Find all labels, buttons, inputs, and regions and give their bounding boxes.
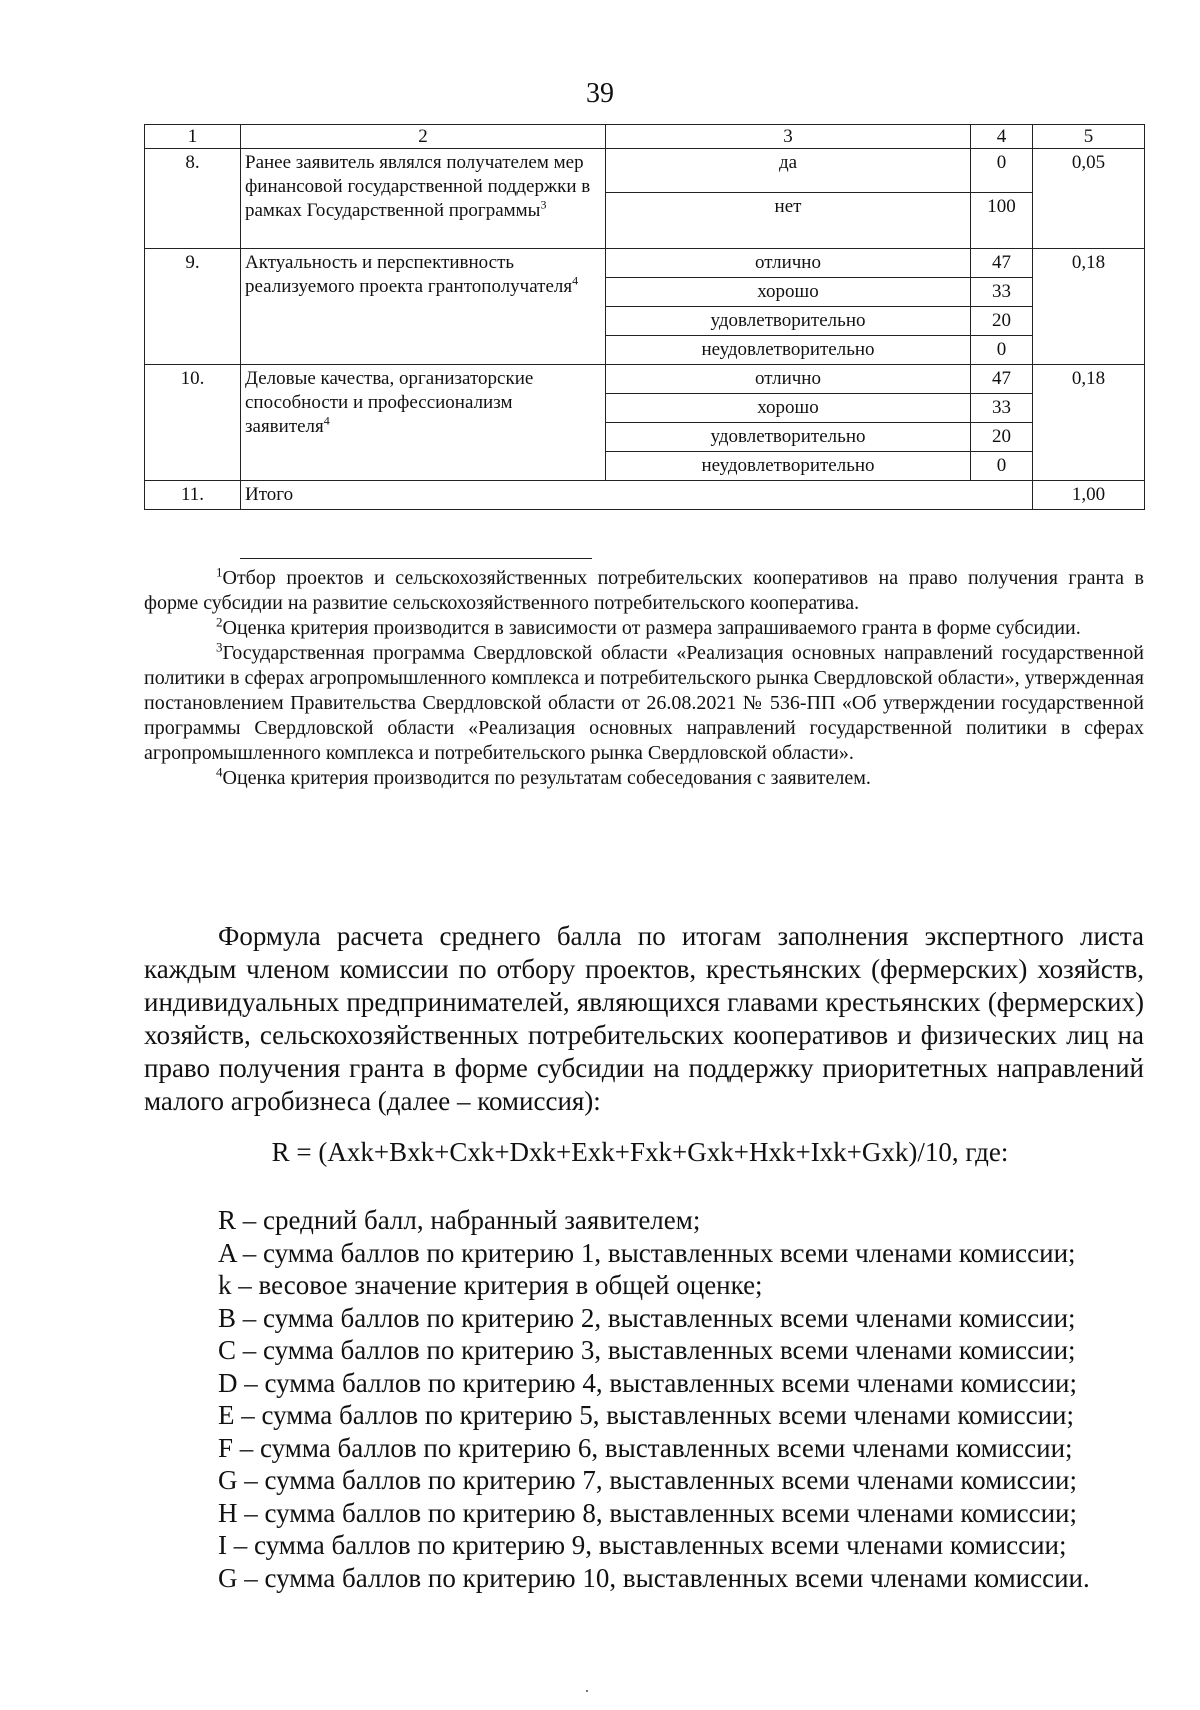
option-label: неудовлетворительно	[606, 452, 971, 481]
legend-item: R – средний балл, набранный заявителем;	[218, 1205, 701, 1235]
option-score: 0	[971, 336, 1033, 365]
footnote	[144, 566, 1144, 616]
footnote-mark: 2	[216, 614, 223, 630]
header-cell: 5	[1033, 125, 1145, 149]
option-score: 0	[971, 452, 1033, 481]
option-label: отлично	[606, 365, 971, 394]
weight-cell: 0,05	[1033, 149, 1145, 249]
table-row	[145, 149, 1145, 193]
footnotes	[144, 566, 1144, 791]
option-label: неудовлетворительно	[606, 336, 971, 365]
intro-paragraph: Формула расчета среднего балла по итогам заполнения экспертного листа каждым членом комиссии по отбору проектов, крестьянских (фермерских) хозяйств, индивидуальных предпринимателей, являющихся главами крестьянских (фермерских) хозяйств, сельскохозяйственных потребительских кооперативов и физических лиц на право получения гранта в форме субсидии на поддержку приоритетных направлений малого агробизнеса (далее – комиссия):	[144, 921, 1144, 1116]
option-label: хорошо	[606, 278, 971, 307]
legend-item: I – сумма баллов по критерию 9, выставленных всеми членами комиссии;	[218, 1530, 1067, 1560]
legend-item: G – сумма баллов по критерию 7, выставленных всеми членами комиссии;	[218, 1465, 1078, 1495]
table-header-row	[145, 125, 1145, 149]
page-number: 39	[586, 78, 614, 109]
table-total-row	[145, 481, 1145, 510]
option-label: отлично	[606, 249, 971, 278]
footnote-ref: 4	[323, 413, 330, 428]
row-number: 9.	[145, 249, 241, 365]
legend-item: k – весовое значение критерия в общей оценке;	[218, 1270, 763, 1300]
criterion-text: Актуальность и перспективность реализуемого проекта грантополучателя	[245, 252, 573, 297]
option-label: хорошо	[606, 394, 971, 423]
footnote	[144, 641, 1144, 766]
header-cell: 2	[241, 125, 606, 149]
footnote-text: Оценка критерия производится в зависимости от размера запрашиваемого гранта в форме субсидии.	[222, 617, 1081, 639]
criterion-cell	[241, 365, 606, 481]
criterion-text: Деловые качества, организаторские способности и профессионализм заявителя	[245, 368, 534, 437]
total-weight: 1,00	[1033, 481, 1145, 510]
option-score: 33	[971, 394, 1033, 423]
option-score: 20	[971, 307, 1033, 336]
legend-item: H – сумма баллов по критерию 8, выставленных всеми членами комиссии;	[218, 1497, 1078, 1528]
criterion-text: Ранее заявитель являлся получателем мер финансовой государственной поддержки в рамках Государственной программы	[245, 152, 591, 221]
formula-legend	[218, 1204, 1158, 1594]
weight-cell: 0,18	[1033, 365, 1145, 481]
footnote	[144, 616, 1144, 641]
option-label: удовлетворительно	[606, 307, 971, 336]
table-row	[145, 249, 1145, 278]
footnote-mark: 1	[216, 564, 223, 580]
footnote-text: Отбор проектов и сельскохозяйственных потребительских кооперативов на право получения гранта в форме субсидии на развитие сельскохозяйственного потребительского кооператива.	[144, 567, 1144, 614]
option-score: 33	[971, 278, 1033, 307]
option-label: да	[606, 149, 971, 193]
footnote-text: Государственная программа Свердловской области «Реализация основных направлений государственной политики в сферах агропромышленного комплекса и потребительского рынка Свердловской области», утвержденная постановлением Правительства Свердловской области от 26.08.2021 № 536-ПП «Об утверждении государственной программы Свердловской области «Реализация основных направлений государственной политики в сферах агропромышленного комплекса и потребительского рынка Свердловской области».	[144, 642, 1144, 764]
legend-item: A – сумма баллов по критерию 1, выставленных всеми членами комиссии;	[218, 1237, 1076, 1268]
legend-item: E – сумма баллов по критерию 5, выставленных всеми членами комиссии;	[218, 1400, 1074, 1430]
footnote-text: Оценка критерия производится по результатам собеседования с заявителем.	[222, 767, 871, 789]
option-score: 47	[971, 249, 1033, 278]
row-number: 8.	[145, 149, 241, 249]
legend-item: B – сумма баллов по критерию 2, выставленных всеми членами комиссии;	[218, 1302, 1076, 1333]
footnote-ref: 3	[540, 197, 547, 212]
criterion-cell	[241, 149, 606, 249]
legend-item: F – сумма баллов по критерию 6, выставленных всеми членами комиссии;	[218, 1432, 1073, 1463]
option-score: 47	[971, 365, 1033, 394]
footnote	[144, 766, 1144, 791]
legend-item: G – сумма баллов по критерию 10, выставленных всеми членами комиссии.	[218, 1562, 1090, 1593]
option-label: удовлетворительно	[606, 423, 971, 452]
criterion-cell	[241, 249, 606, 365]
row-number: 10.	[145, 365, 241, 481]
row-number: 11.	[145, 481, 241, 510]
header-cell: 4	[971, 125, 1033, 149]
header-cell: 3	[606, 125, 971, 149]
footnote-mark: 3	[216, 639, 223, 655]
option-label: нет	[606, 193, 971, 249]
total-label: Итого	[241, 481, 1033, 510]
footnote-separator	[240, 558, 592, 559]
weight-cell: 0,18	[1033, 249, 1145, 365]
footnote-mark: 4	[216, 764, 223, 780]
criteria-table	[144, 124, 1145, 510]
formula: R = (Axk+Bxk+Cxk+Dxk+Exk+Fxk+Gxk+Hxk+Ixk+Gxk)/10, где:	[271, 1137, 1009, 1167]
scan-speck	[586, 1690, 588, 1692]
table-row	[145, 365, 1145, 394]
footnote-ref: 4	[572, 273, 579, 288]
legend-item: D – сумма баллов по критерию 4, выставленных всеми членами комиссии;	[218, 1367, 1078, 1398]
legend-item: C – сумма баллов по критерию 3, выставленных всеми членами комиссии;	[218, 1335, 1076, 1365]
option-score: 0	[971, 149, 1033, 193]
option-score: 100	[971, 193, 1033, 249]
option-score: 20	[971, 423, 1033, 452]
header-cell: 1	[145, 125, 241, 149]
